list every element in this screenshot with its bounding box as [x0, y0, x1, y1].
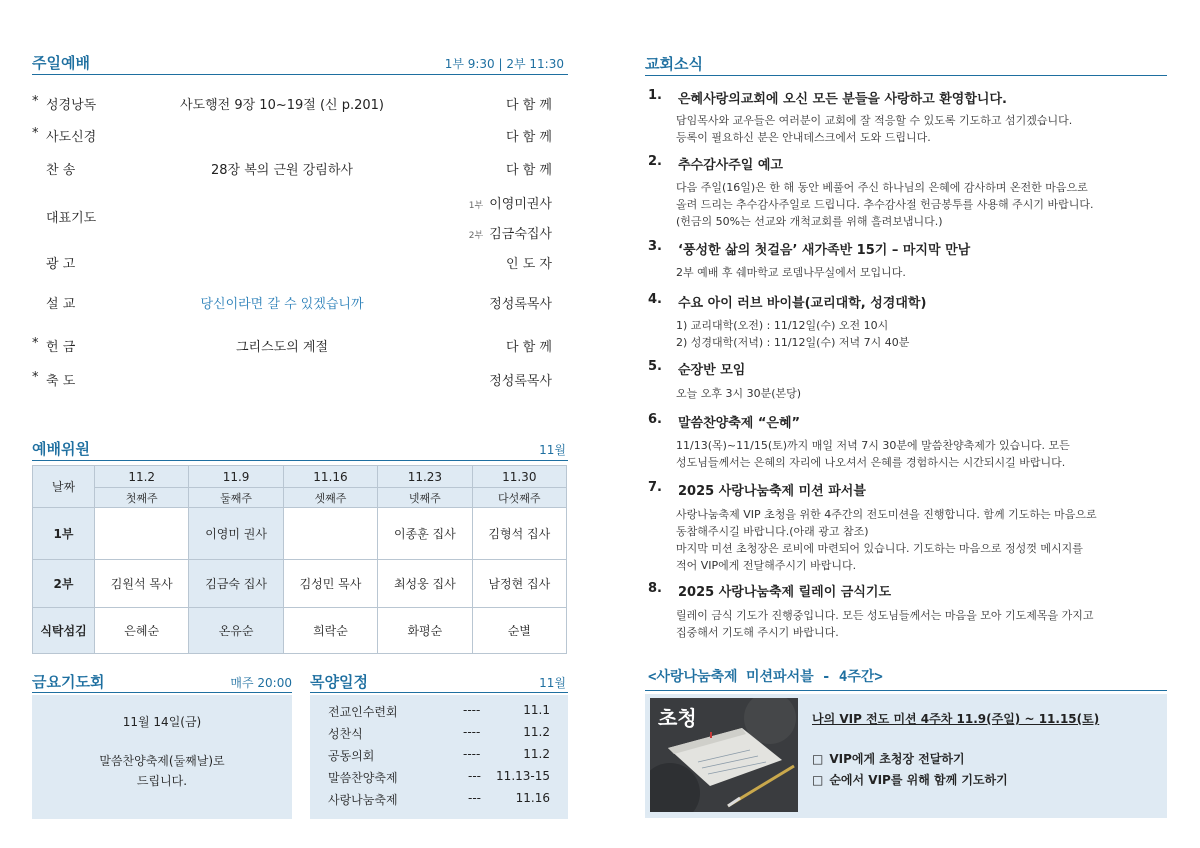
date-cell: 11.23: [378, 466, 472, 488]
schedule-item: 전교인수련회 ---- 11.1: [328, 703, 550, 719]
staff-cell: 순별: [472, 608, 566, 654]
checkbox-icon: □: [812, 752, 824, 766]
staff-cell: 온유순: [189, 608, 283, 654]
order-row-reading: * 성경낭독 사도행전 9장 10~19절 (신 p.201) 다 함 께: [32, 94, 552, 113]
mission-title: <사랑나눔축제 미션파서블 - 4주간>: [648, 669, 883, 685]
row-label-1bu: 1부: [33, 508, 95, 560]
week-cell: 첫째주: [95, 488, 189, 508]
friday-time: 매주 20:00: [230, 676, 292, 690]
news-title: 교회소식: [645, 55, 703, 73]
staff-table: [32, 465, 567, 654]
week-cell: 넷째주: [378, 488, 472, 508]
friday-rule: [32, 692, 292, 693]
pastoral-title: 목양일정: [310, 673, 368, 691]
staff-cell: [95, 508, 189, 560]
staff-title: 예배위원: [32, 440, 90, 458]
mission-check-2: □ 순에서 VIP를 위해 함께 기도하기: [812, 773, 1008, 787]
order-row-benediction: * 축 도 정성록목사: [32, 370, 552, 389]
order-row-creed: * 사도신경 다 함 께: [32, 126, 552, 145]
order-row-prayer: 대표기도 1부 이영미권사 2부 김금숙집사: [46, 197, 552, 242]
staff-cell: 김금숙 집사: [189, 560, 283, 608]
invitation-image: [650, 698, 798, 812]
staff-cell: 은혜순: [95, 608, 189, 654]
staff-month: 11월: [539, 443, 566, 457]
schedule-item: 성찬식 ---- 11.2: [328, 725, 550, 741]
friday-title: 금요기도회: [32, 673, 105, 691]
worship-times: 1부 9:30 | 2부 11:30: [444, 57, 564, 71]
order-row-offering: * 헌 금 그리스도의 계절 다 함 께: [32, 336, 552, 355]
friday-date: 11월 14일(금): [122, 715, 202, 729]
staff-cell: 김형석 집사: [472, 508, 566, 560]
mission-rule: [645, 690, 1167, 691]
order-row-sermon: 설 교 당신이라면 갈 수 있겠습니까 정성록목사: [46, 297, 552, 312]
checkbox-icon: □: [812, 773, 824, 787]
week-cell: 둘째주: [189, 488, 283, 508]
date-cell: 11.9: [189, 466, 283, 488]
staff-rule: [32, 460, 568, 461]
schedule-item: 말씀찬양축제 --- 11.13-15: [328, 769, 550, 785]
order-row-announce: 광 고 인 도 자: [46, 257, 552, 272]
staff-cell: [283, 508, 377, 560]
staff-cell: 김원석 목사: [95, 560, 189, 608]
date-cell: 11.30: [472, 466, 566, 488]
staff-cell: 이종훈 집사: [378, 508, 472, 560]
worship-rule: [32, 74, 568, 75]
staff-cell: 화평순: [378, 608, 472, 654]
mission-check-1: □ VIP에게 초청장 전달하기: [812, 752, 965, 766]
friday-text1: 말씀찬양축제(둘째날)로: [99, 754, 225, 768]
schedule-item: 공동의회 ---- 11.2: [328, 747, 550, 763]
staff-cell: 남정현 집사: [472, 560, 566, 608]
staff-cell: 김성민 목사: [283, 560, 377, 608]
row-label-2bu: 2부: [33, 560, 95, 608]
invitation-label: 초청: [658, 706, 697, 730]
friday-box: [32, 695, 292, 819]
week-cell: 셋째주: [283, 488, 377, 508]
pastoral-month: 11월: [539, 676, 566, 690]
friday-text2: 드립니다.: [136, 774, 188, 788]
worship-title: 주일예배: [32, 54, 90, 72]
date-cell: 11.2: [95, 466, 189, 488]
pastoral-rule: [310, 692, 568, 693]
schedule-item: 사랑나눔축제 --- 11.16: [328, 791, 550, 807]
staff-cell: 희락순: [283, 608, 377, 654]
staff-cell: 이영미 권사: [189, 508, 283, 560]
order-row-hymn: 찬 송 28장 복의 근원 강림하사 다 함 께: [46, 163, 552, 178]
date-cell: 11.16: [283, 466, 377, 488]
row-label-table-serving: 식탁섬김: [33, 608, 95, 654]
news-rule: [645, 75, 1167, 76]
mission-headline: 나의 VIP 전도 미션 4주차 11.9(주일) ~ 11.15(토): [812, 712, 1100, 726]
week-cell: 다섯째주: [472, 488, 566, 508]
staff-cell: 최성웅 집사: [378, 560, 472, 608]
date-label-cell: 날짜: [33, 466, 95, 508]
